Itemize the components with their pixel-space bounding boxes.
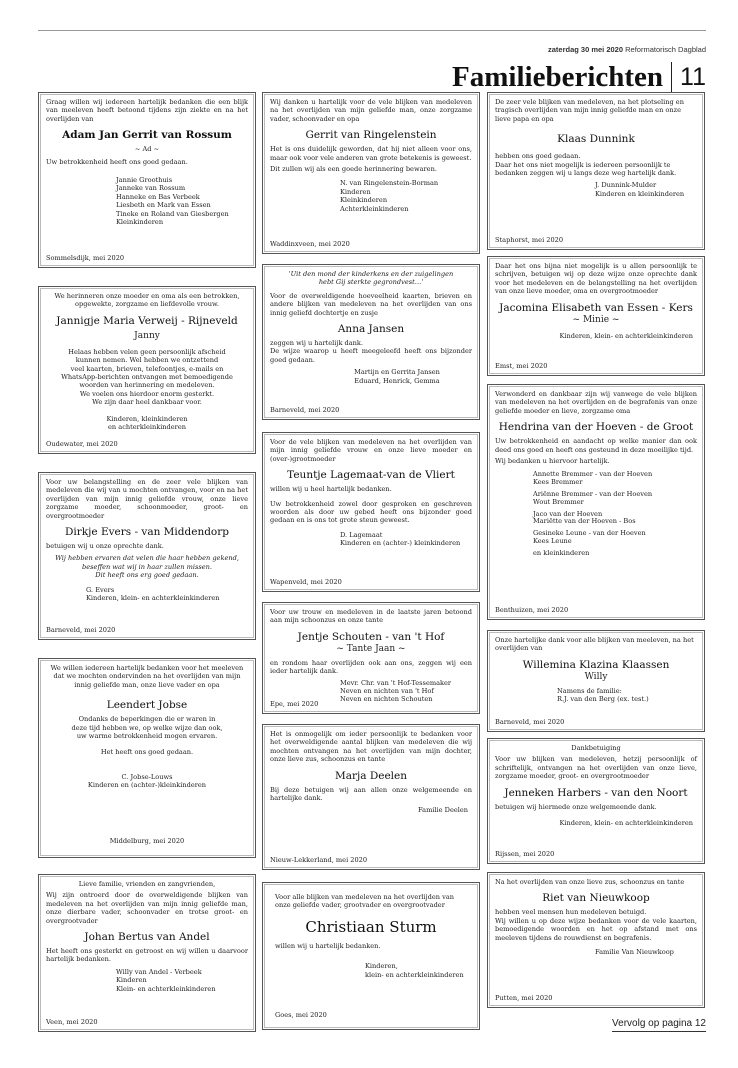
signer: Martijn en Gerrita Jansen (354, 368, 440, 377)
text-line: Ondanks de beperkingen die er waren in (78, 715, 216, 724)
signers (270, 531, 472, 548)
signer: Eduard, Henrick, Gemma (354, 376, 440, 385)
signer: D. Lagemaat (340, 530, 383, 539)
notice-intro: Voor uw blijken van medeleven, hetzij persoonlijk of schriftelijk, ontvangen na het overlijden van onze lieve, zorgzame moeder, groot- en overgrootmoeder (495, 755, 697, 781)
signer: Jannie Groothuis (116, 176, 173, 185)
notice-text: Bij deze betuigen wij aan allen onze welgemeende en hartelijke dank. (270, 785, 472, 803)
signer: Kinderen en kleinkinderen (595, 189, 685, 198)
notice-text (46, 348, 248, 407)
notice-van-der-hoeven (487, 384, 705, 620)
place-date: Benthuizen, mei 2020 (495, 605, 569, 614)
notice-text: betuigen wij hiermede onze welgemeende dank. (495, 802, 657, 811)
quote-line: Wij hebben ervaren dat velen die haar hebben gekend, (55, 554, 239, 563)
notice-text: willen wij u hartelijk bedanken. (275, 941, 381, 950)
quote-line: hebt Gij sterkte gegrondvest…' (318, 278, 424, 287)
signer: Kinderen (340, 187, 371, 196)
deceased-name: Adam Jan Gerrit van Rossum (62, 129, 232, 142)
notice-sturm (262, 882, 480, 1030)
text-line: deze tijd hebben we, op welke wijze dan ook, (71, 723, 223, 732)
notice-intro: Wij danken u hartelijk voor de vele blijken van medeleven na het overlijden van mijn geliefde man, onze zorgzame vader, schoonvader en opa (270, 98, 472, 123)
notice-intro: Het is onmogelijk om ieder persoonlijk te bedanken voor het overweldigende aantal blijken van medeleven die wij mochten ontvangen na het overlijden van mijn dochter, onze lieve zus, schoonzus en tante (270, 730, 472, 764)
notice-schouten (262, 602, 480, 714)
notice-intro: Voor uw belangstelling en de zeer vele blijken van medeleven die wij van u mochten ontvangen, voor en na het overlijden van mijn innig geliefde vrouw, onze lieve zorgzame moeder, schoonmoeder, groot- en overgrootmoeder (46, 478, 248, 520)
signer: Gesineke Leune - van der Hoeven (533, 529, 646, 538)
deceased-name: Gerrit van Ringelenstein (305, 129, 437, 142)
notice-intro: De zeer vele blijken van medeleven, na het plotseling en tragisch overlijden van mijn innig geliefde man en onze lieve papa en opa (495, 98, 684, 123)
signer: Ariënne Bremmer - van der Hoeven (533, 490, 653, 499)
nickname: Willy (584, 671, 608, 682)
quote (46, 554, 248, 579)
nickname: ~ Tante Jaan ~ (336, 643, 406, 654)
notice-van-essen (487, 256, 705, 376)
signers (46, 586, 248, 603)
notice-text-2: Het heeft ons gesterkt en getroost en wij willen u daarvoor hartelijk bedanken. (46, 947, 248, 964)
signer: Kees Leune (533, 537, 572, 546)
text-line: kunnen nemen. Wel hebben we ontzettend (75, 356, 219, 365)
place-date: Nieuw-Lekkerland, mei 2020 (270, 855, 368, 864)
notice-text: Het is ons duidelijk geworden, dat hij niet alleen voor ons, maar ook voor vele anderen van grote betekenis is geweest. (270, 145, 472, 162)
notice-klaassen (487, 630, 705, 732)
signer: Hanneke en Bas Verbeek (116, 192, 200, 201)
notice-intro: Onze hartelijke dank voor alle blijken van meeleven, na het overlijden van (495, 636, 694, 653)
signers (270, 368, 472, 385)
signer: Kinderen, klein- en achterkleinkinderen (559, 331, 693, 340)
notice-evers (38, 472, 256, 640)
notice-intro: Graag willen wij iedereen hartelijk bedanken die een blijk van meeleven heeft betoond tijdens zijn ziekte en na het overlijden van (46, 98, 248, 123)
signer: Kinderen, klein- en achterkleinkinderen (559, 819, 693, 828)
notice-text: zeggen wij u hartelijk dank. (270, 339, 364, 348)
signer: Kinderen en (achter-) kleinkinderen (340, 539, 461, 548)
text-line: WhatsApp-berichten ontvangen met bemoedigende (61, 373, 233, 382)
signers (46, 773, 248, 790)
dateline (548, 45, 706, 54)
deceased-name: Marja Deelen (334, 769, 408, 782)
notice-jobse (38, 658, 256, 858)
signer: Annette Bremmer - van der Hoeven (533, 470, 653, 479)
deceased-name: Johan Bertus van Andel (84, 931, 210, 944)
deceased-name: Dirkje Evers - van Middendorp (64, 526, 229, 539)
signer: Kinderen, kleinkinderen (106, 414, 188, 423)
notice-jansen (262, 264, 480, 420)
notice-heading: Dankbetuiging (571, 744, 621, 752)
notice-intro: Voor de vele blijken van medeleven na het overlijden van mijn innig geliefde vrouw en onze lieve moeder en (over-)grootmoeder (270, 438, 472, 463)
signer: Wout Bremmer (533, 497, 584, 506)
signer: Kinderen (116, 976, 147, 985)
notice-text (46, 715, 248, 740)
place-date: Putten, mei 2020 (495, 993, 553, 1002)
signer: Familie Deelen (418, 806, 468, 815)
signer: Namens de familie: (557, 686, 622, 695)
signer: Kinderen, (365, 962, 398, 971)
signers (495, 181, 697, 198)
nickname: Janny (134, 330, 160, 341)
notice-intro: Daar het ons bijna niet mogelijk is u allen persoonlijk te schrijven, betuigen wij op deze wijze onze oprechte dank voor het medeleven en de belangstelling na het overlijden van onze lieve moeder, oma en overgrootmoeder (495, 262, 697, 296)
text-line: woorden van herinnering en medeleven. (79, 381, 215, 390)
signer: Klein- en achterkleinkinderen (116, 984, 216, 993)
nickname: ~ Ad ~ (134, 145, 160, 154)
notice-text: Uw betrokkenheid en aandacht op welke manier dan ook deed ons goed en heeft ons gesteund in deze moeilijke tijd. (495, 437, 697, 454)
notice-text: hebben ons goed gedaan. (495, 152, 581, 161)
deceased-name: Jentje Schouten - van 't Hof (297, 630, 445, 643)
place-date: Sommelsdijk, mei 2020 (46, 253, 125, 262)
notice-van-nieuwkoop (487, 872, 705, 1008)
place-date: Goes, mei 2020 (275, 1010, 327, 1019)
place-date: Staphorst, mei 2020 (495, 235, 564, 244)
deceased-name: Jacomina Elisabeth van Essen - Kers (499, 301, 693, 314)
quote-line: 'Uit den mond der kinderkens en der zuigelingen (288, 270, 454, 278)
signer: Janneke van Rossum (116, 184, 186, 193)
place-date: Veen, mei 2020 (46, 1017, 98, 1026)
signer: Willy van Andel - Verbeek (116, 967, 202, 976)
notice-text: willen wij u heel hartelijk bedanken. (270, 485, 392, 494)
notice-text-2: Daar het ons niet mogelijk is iedereen persoonlijk te bedanken zeggen wij u langs deze weg hartelijk dank. (495, 160, 677, 178)
quote-line: beseffen wat wij in haar zullen missen. (82, 562, 212, 571)
signer: N. van Ringelenstein-Borman (340, 179, 439, 188)
notice-intro: Voor uw trouw en medeleven in de laatste jaren betoond aan mijn schoonzus en onze tante (270, 608, 472, 625)
signers (46, 968, 248, 993)
signer: Tineke en Roland van Giesbergen (116, 209, 229, 218)
place-date: Epe, mei 2020 (270, 699, 319, 708)
signers (46, 415, 248, 432)
notice-text-2: Dit zullen wij als een goede herinnering bewaren. (270, 165, 437, 174)
notice-text: en rondom haar overlijden ook aan ons, zeggen wij een ieder hartelijk dank. (270, 658, 472, 676)
quote-line: Dit heeft ons erg goed gedaan. (95, 571, 199, 580)
signer: Neven en nichten van 't Hof (340, 687, 434, 696)
notice-van-andel (38, 874, 256, 1032)
notice-intro: Voor alle blijken van medeleven na het overlijden van onze geliefde vader, grootvader en overgrootvader (275, 893, 455, 910)
text-line: Helaas hebben velen geen persoonlijk afscheid (68, 347, 226, 356)
deceased-name: Teuntje Lagemaat-van de Vliert (287, 469, 455, 482)
signer: en achterkleinkinderen (108, 423, 186, 432)
notice-intro: Voor de overweldigende hoeveelheid kaarten, brieven en andere blijken van medeleven na het overlijden van ons innig geliefd dochtertje en zusje (270, 291, 472, 317)
place-date: Rijssen, mei 2020 (495, 849, 555, 858)
newspaper-name: Reformatorisch Dagblad (625, 45, 706, 54)
signers (46, 176, 248, 226)
signer: Kees Bremmer (533, 478, 583, 487)
notice-intro: We herinneren onze moeder en oma als een betrokken, opgewekte, zorgzame en liefdevolle vrouw. (54, 292, 240, 309)
deceased-name: Hendrina van der Hoeven - de Groot (498, 421, 694, 434)
notice-text-2: Wij willen u op deze wijze bedanken voor de vele kaarten, bemoedigende woorden en het op afstand met ons meeleven tijdens de rouwdienst en begrafenis. (495, 916, 697, 942)
notice-dunnink (487, 92, 705, 250)
place-date: Emst, mei 2020 (495, 361, 548, 370)
notice-text: Uw betrokkenheid heeft ons goed gedaan. (46, 157, 188, 166)
deceased-name: Jenneken Harbers - van den Noort (504, 786, 688, 799)
page-number: 11 (680, 63, 706, 91)
signer: G. Evers (86, 585, 115, 594)
signer: Kinderen, klein- en achterkleinkinderen (86, 594, 220, 603)
text-line: veel kaarten, brieven, telefoontjes, e-mails en (70, 364, 224, 373)
deceased-name: Willemina Klazina Klaassen (522, 658, 670, 671)
section-title: Familieberichten (452, 62, 672, 92)
signers (270, 179, 472, 213)
signer: C. Jobse-Louws (121, 772, 173, 781)
signers (495, 471, 697, 557)
quote (270, 270, 472, 287)
place-date: Barneveld, mei 2020 (270, 405, 340, 414)
place-date: Barneveld, mei 2020 (495, 717, 565, 726)
notice-text: betuigen wij u onze oprechte dank. (46, 542, 164, 551)
notice-intro: Lieve familie, vrienden en zangvrienden, (78, 880, 216, 888)
place-date: Oudewater, mei 2020 (46, 439, 118, 448)
signer: Neven en nichten Schouten (340, 695, 433, 704)
signer: Kleinkinderen (340, 196, 388, 205)
signer: Kleinkinderen (116, 218, 164, 227)
signer: Familie Van Nieuwkoop (595, 948, 674, 957)
notice-text-2: Uw betrokkenheid zowel door gesproken en geschreven woorden als door uw gebed heeft ons bijzonder goed gedaan en is ons tot grote steun geweest. (270, 499, 472, 525)
deceased-name: Riet van Nieuwkoop (542, 892, 650, 905)
deceased-name: Christiaan Sturm (305, 917, 437, 936)
deceased-name: Klaas Dunnink (557, 133, 635, 146)
signer: Mariëtte van der Hoeven - Bos (533, 517, 636, 526)
signer: Liesbeth en Mark van Essen (116, 201, 211, 210)
text-line: We zijn daar heel dankbaar voor. (92, 398, 202, 407)
signer: Achterkleinkinderen (340, 204, 409, 213)
notice-text: Wij zijn ontroerd door de overweldigende blijken van medeleven na het overlijden van mijn innig geliefde man, onze dierbare vader, schoonvader en trotse groot- en overgrootvader (46, 891, 248, 925)
issue-date: zaterdag 30 mei 2020 (547, 45, 624, 54)
notice-intro: Verwonderd en dankbaar zijn wij vanwege de vele blijken van medeleven na het overlijden en de begrafenis van onze geliefde moeder en lieve, zorgzame oma (495, 390, 697, 415)
text-line: We voelen ons hierdoor enorm gesterkt. (79, 389, 215, 398)
notice-intro: We willen iedereen hartelijk bedanken voor het meeleven dat we mochten ondervinden na het overlijden van mijn innig geliefde man, onze lieve vader en opa (50, 664, 244, 689)
deceased-name: Jannigje Maria Verweij - Rijneveld (56, 314, 238, 327)
signers (275, 962, 467, 979)
notice-van-ringelenstein (262, 92, 480, 254)
signer: klein- en achterkleinkinderen (365, 970, 464, 979)
notice-deelen (262, 724, 480, 870)
signers (495, 687, 697, 704)
continued-on-page-link[interactable]: Vervolg op pagina 12 (612, 1016, 706, 1032)
notice-text-2: Het heeft ons goed gedaan. (100, 748, 194, 757)
notice-van-rossum (38, 92, 256, 268)
place-date: Barneveld, mei 2020 (46, 625, 116, 634)
notice-harbers (487, 738, 705, 864)
top-rule (38, 30, 706, 31)
notice-text: hebben veel mensen hun medeleven betuigd. (495, 908, 647, 917)
notice-text-2: Wij bedanken u hiervoor hartelijk. (495, 457, 610, 466)
signer: Jaco van der Hoeven (533, 509, 603, 518)
signer: J. Dunnink-Mulder (595, 181, 657, 190)
nickname: ~ Minie ~ (572, 314, 620, 325)
notice-intro: Na het overlijden van onze lieve zus, schoonzus en tante (495, 878, 685, 886)
signer: Kinderen en (achter-)kleinkinderen (87, 781, 207, 790)
place-date: Waddinxveen, mei 2020 (270, 239, 350, 248)
notice-text-2: De wijze waarop u heeft meegeleefd heeft ons bijzonder goed gedaan. (270, 347, 472, 364)
signer: Mevr. Chr. van 't Hof-Tessemaker (340, 678, 452, 687)
signer: R.J. van den Berg (ex. test.) (557, 695, 649, 704)
place-date: Wapenveld, mei 2020 (270, 577, 342, 586)
deceased-name: Leendert Jobse (106, 699, 188, 712)
signer: en kleinkinderen (533, 548, 590, 557)
notice-verweij (38, 286, 256, 454)
text-line: uw warme betrokkenheid mogen ervaren. (76, 732, 218, 741)
place-date: Middelburg, mei 2020 (109, 836, 185, 845)
notice-lagemaat (262, 432, 480, 592)
masthead (452, 58, 706, 92)
deceased-name: Anna Jansen (337, 323, 405, 336)
